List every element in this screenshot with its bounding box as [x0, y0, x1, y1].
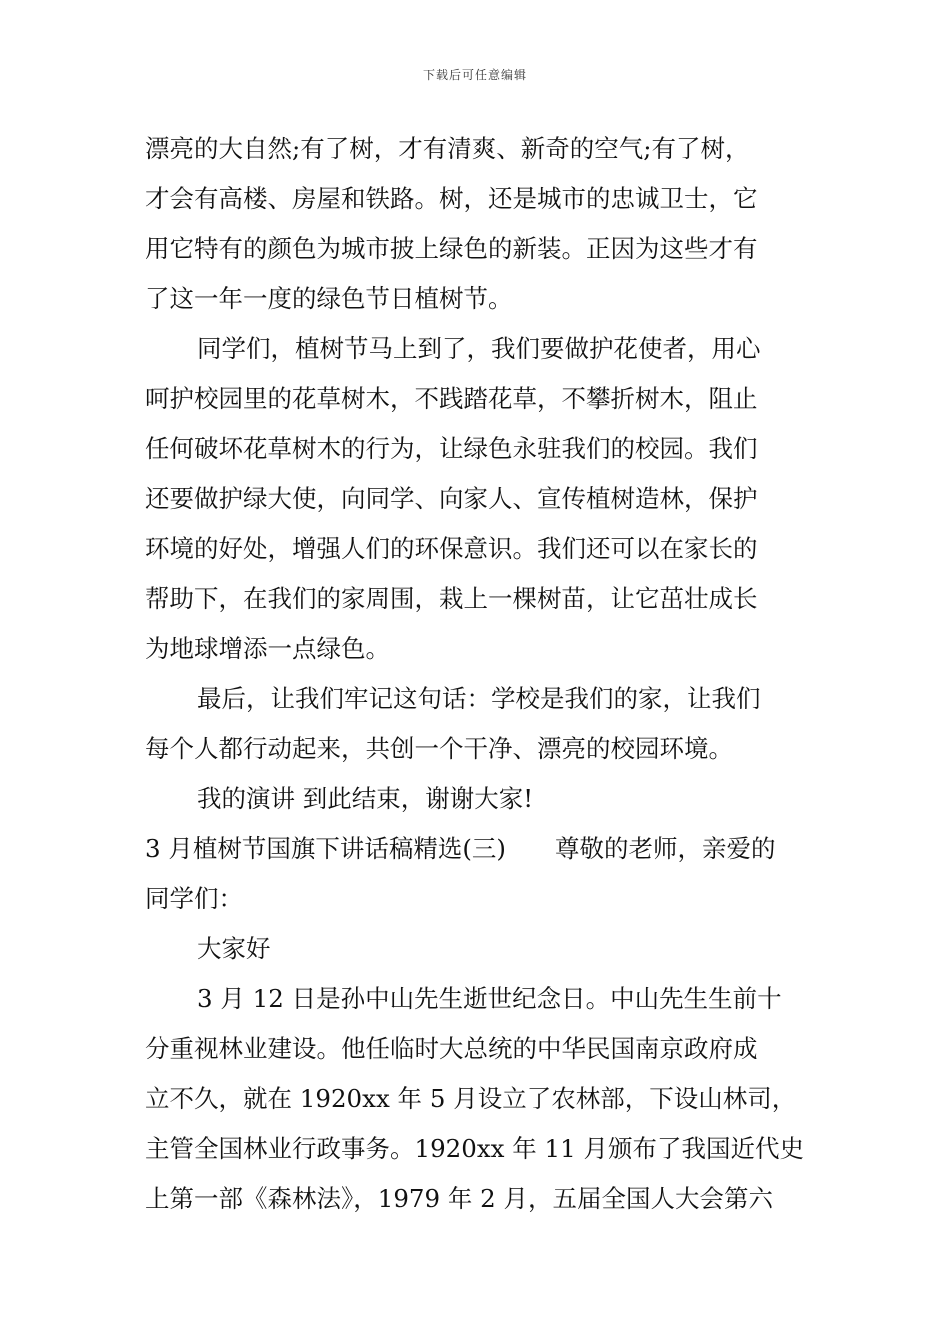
- paragraph-first-line: 3 月 12 日是孙中山先生逝世纪念日。中山先生生前十: [197, 984, 782, 1013]
- text-line: 环境的好处，增强人们的环保意识。我们还可以在家长的: [145, 534, 758, 563]
- text-line: 呵护校园里的花草树木，不践踏花草，不攀折树木，阻止: [145, 384, 758, 413]
- text-line: 漂亮的大自然;有了树，才有清爽、新奇的空气;有了树，: [145, 134, 750, 163]
- text-line: 为地球增添一点绿色。: [145, 634, 390, 663]
- text-line: 任何破坏花草树木的行为，让绿色永驻我们的校园。我们: [145, 434, 758, 463]
- paragraph-first-line: 同学们，植树节马上到了，我们要做护花使者，用心: [197, 334, 761, 363]
- section-title-line: 3 月植树节国旗下讲话稿精选(三) 尊敬的老师，亲爱的: [145, 834, 776, 863]
- paragraph-first-line: 最后，让我们牢记这句话：学校是我们的家，让我们: [197, 684, 761, 713]
- text-line: 用它特有的颜色为城市披上绿色的新装。正因为这些才有: [145, 234, 758, 263]
- text-line: 立不久，就在 1920xx 年 5 月设立了农林部，下设山林司，: [145, 1084, 797, 1113]
- text-line: 了这一年一度的绿色节日植树节。: [145, 284, 513, 313]
- text-line: 上第一部《森林法》，1979 年 2 月，五届全国人大会第六: [145, 1184, 774, 1213]
- paragraph-first-line: 我的演讲 到此结束，谢谢大家!: [197, 784, 534, 813]
- text-line: 才会有高楼、房屋和铁路。树，还是城市的忠诚卫士，它: [145, 184, 758, 213]
- text-line: 帮助下，在我们的家周围，栽上一棵树苗，让它茁壮成长: [145, 584, 758, 613]
- text-line: 每个人都行动起来，共创一个干净、漂亮的校园环境。: [145, 734, 733, 763]
- greeting-line: 大家好: [197, 934, 271, 963]
- document-body: [145, 124, 810, 1224]
- text-line: 还要做护绿大使，向同学、向家人、宣传植树造林，保护: [145, 484, 758, 513]
- text-line: 同学们：: [145, 884, 243, 913]
- text-line: 分重视林业建设。他任临时大总统的中华民国南京政府成: [145, 1034, 758, 1063]
- page-header: 下载后可任意编辑: [422, 68, 527, 82]
- text-line: 主管全国林业行政事务。1920xx 年 11 月颁布了我国近代史: [145, 1134, 805, 1163]
